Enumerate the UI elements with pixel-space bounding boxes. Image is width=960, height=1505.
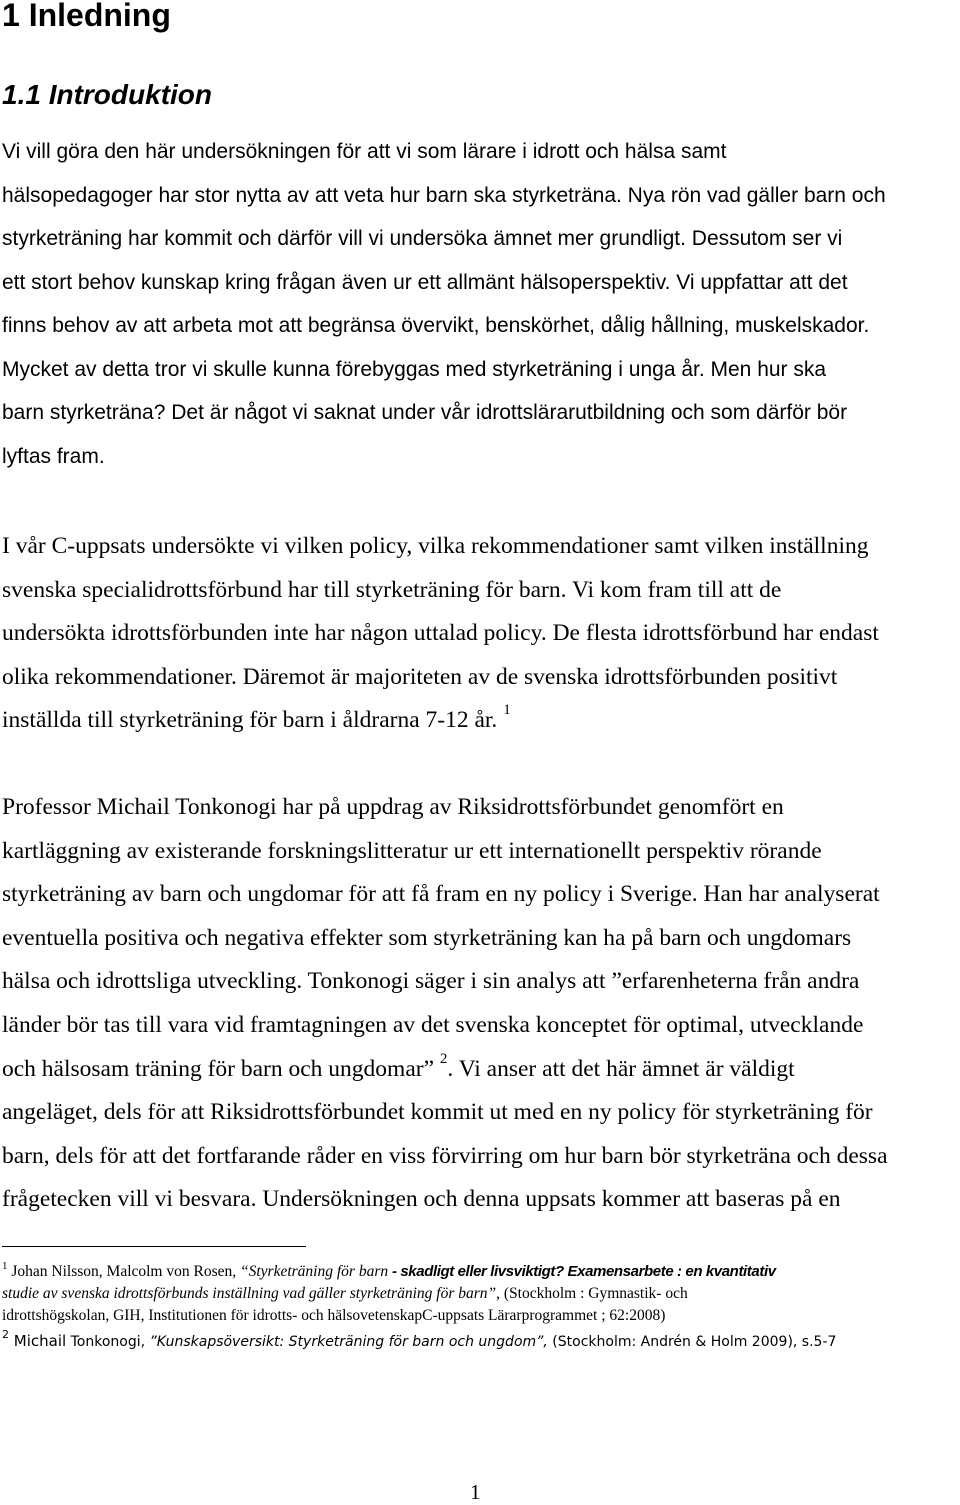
footnote-1-line-2	[2, 1284, 688, 1304]
paragraph-line: svenska specialidrottsförbund har till styrketräning för barn. Vi kom fram till att de	[2, 576, 782, 603]
paragraph-line: Vi vill göra den här undersökningen för att vi som lärare i idrott och hälsa samt	[2, 140, 727, 163]
footnote-1-line-1	[2, 1262, 776, 1282]
footnote-2-author-last: Tonkonogi,	[66, 1334, 150, 1350]
paragraph-line: I vår C-uppsats undersökte vi vilken policy, vilka rekommendationer samt vilken inställning	[2, 533, 869, 559]
paragraph-line: lyftas fram.	[2, 444, 105, 468]
footnote-1-number: 1	[2, 1260, 8, 1272]
paragraph-line: barn, dels för att det fortfarande råder en viss förvirring om hur barn bör styrketräna och dessa	[2, 1142, 888, 1169]
paragraph-line: barn styrketräna? Det är något vi saknat under vår idrottslärarutbildning och som därför bör	[2, 401, 848, 424]
paragraph-line-text: . Vi anser att det här ämnet är väldigt	[447, 1055, 795, 1082]
paragraph-line: länder bör tas till vara vid framtagningen av det svenska konceptet för optimal, utvecklande	[2, 1011, 864, 1038]
footnote-2	[2, 1328, 837, 1352]
footnote-ref-2[interactable]: 2	[439, 1050, 448, 1067]
paragraph-line: Professor Michail Tonkonogi har på uppdrag av Riksidrottsförbundet genomfört en	[2, 794, 784, 820]
paragraph-line: Mycket av detta tror vi skulle kunna förebyggas med styrketräning i unga år. Men hur ska	[2, 357, 827, 381]
footnote-1-authors: Johan Nilsson, Malcolm von Rosen,	[7, 1263, 240, 1280]
footnote-2-number: 2	[2, 1328, 9, 1341]
footnote-separator	[2, 1246, 306, 1247]
section-heading: 1.1 Introduktion	[2, 79, 212, 110]
footnote-1-publisher: , (Stockholm : Gymnastik- och	[496, 1285, 688, 1302]
c-uppsats-paragraph	[2, 525, 960, 743]
paragraph-line: styrketräning av barn och ungdomar för att få fram en ny policy i Sverige. Han har analyserat	[2, 881, 880, 908]
paragraph-line	[2, 1048, 960, 1092]
chapter-heading: 1 Inledning	[2, 0, 171, 33]
page-number: 1	[470, 1480, 481, 1504]
paragraph-line: angeläget, dels för att Riksidrottsförbundet kommit ut med en ny policy för styrketräning för	[2, 1099, 873, 1126]
footnote-1-title: “Styrketräning för barn	[240, 1263, 392, 1280]
paragraph-line: ett stort behov kunskap kring frågan även ur ett allmänt hälsoperspektiv. Vi uppfattar att det	[2, 270, 848, 294]
footnote-1-title-end: studie av svenska idrottsförbunds inställning vad gäller styrketräning för barn”	[2, 1285, 497, 1302]
paragraph-line-text: och hälsosam träning för barn och ungdomar”	[2, 1055, 440, 1082]
paragraph-line: frågetecken vill vi besvara. Undersökningen och denna uppsats kommer att baseras på en	[2, 1186, 841, 1213]
tonkonogi-paragraph	[2, 786, 960, 1222]
paragraph-line: kartläggning av existerande forskningslitteratur ur ett internationellt perspektiv rörande	[2, 837, 822, 864]
paragraph-line: olika rekommendationer. Däremot är majoriteten av de svenska idrottsförbunden positivt	[2, 663, 838, 690]
footnote-2-publisher: (Stockholm: Andrén & Holm 2009), s.5-7	[547, 1334, 837, 1350]
paragraph-line	[2, 699, 960, 743]
intro-paragraph	[2, 130, 960, 478]
footnote-ref-1[interactable]: 1	[503, 702, 511, 719]
paragraph-line: undersökta idrottsförbunden inte har någon uttalad policy. De flesta idrottsförbund har endast	[2, 620, 879, 647]
paragraph-line-text: inställda till styrketräning för barn i åldrarna 7-12 år.	[2, 707, 498, 734]
paragraph-line: hälsa och idrottsliga utveckling. Tonkonogi säger i sin analys att ”erfarenheterna från andra	[2, 968, 860, 995]
paragraph-line: eventuella positiva och negativa effekter som styrketräning kan ha på barn och ungdomars	[2, 924, 852, 951]
footnote-1-title-cont: - skadligt eller livsviktigt? Examensarbete : en kvantitativ	[392, 1263, 776, 1280]
paragraph-line: hälsopedagoger har stor nytta av att veta hur barn ska styrketräna. Nya rön vad gäller barn och	[2, 183, 886, 207]
paragraph-line: styrketräning har kommit och därför vill vi undersöka ämnet mer grundligt. Dessutom ser vi	[2, 227, 843, 250]
footnote-2-title: ”Kunskapsöversikt: Styrketräning för barn och ungdom”,	[149, 1334, 548, 1350]
footnote-1-line-3: idrottshögskolan, GIH, Institutionen för idrotts- och hälsovetenskapC-uppsats Lärarprogrammet ; 62:2008)	[2, 1307, 666, 1324]
footnote-2-author-first: Michail	[9, 1332, 67, 1350]
paragraph-line: finns behov av att arbeta mot att begränsa övervikt, benskörhet, dålig hållning, muskelskador.	[2, 314, 870, 337]
